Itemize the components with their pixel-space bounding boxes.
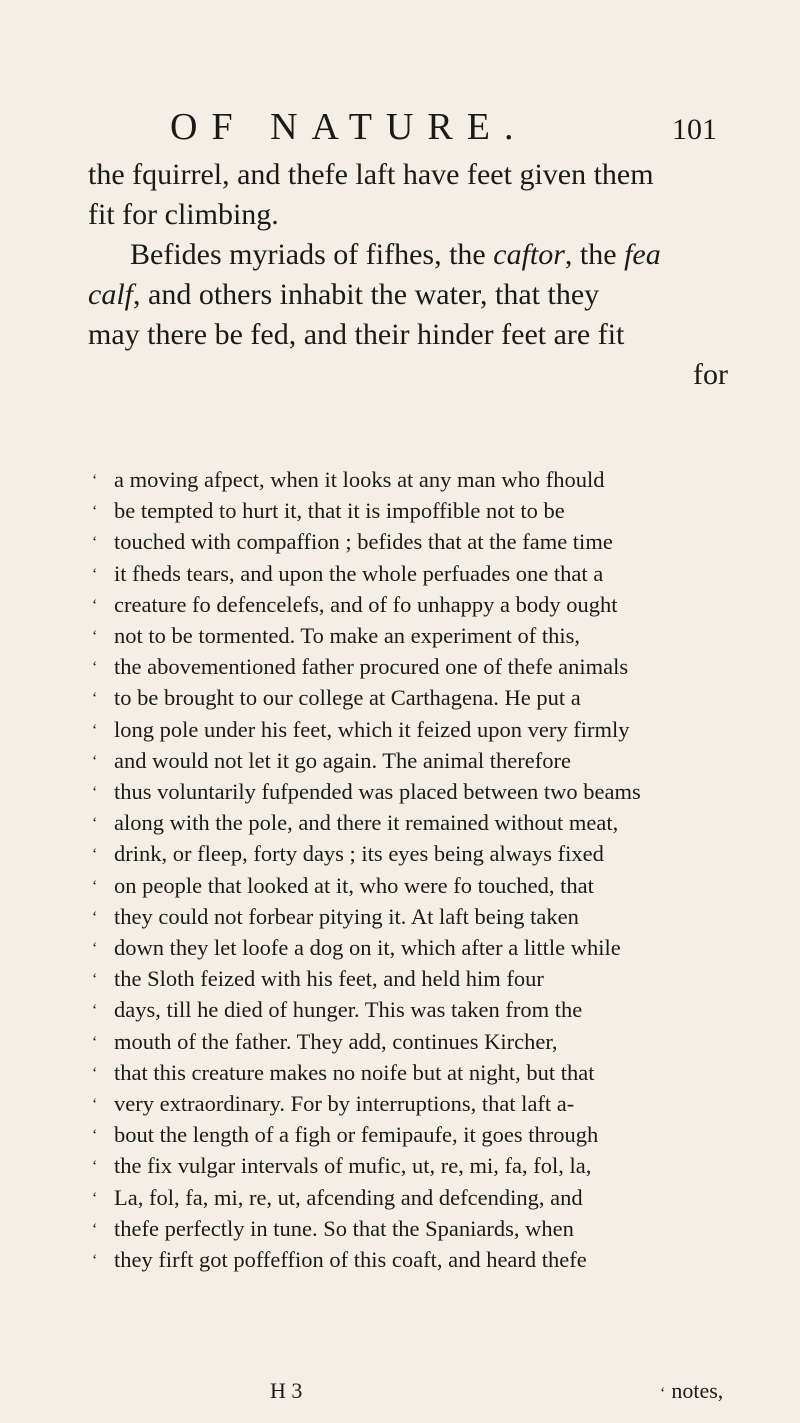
text-line: calf, and others inhabit the water, that they xyxy=(88,278,600,311)
quote-line-text: La, fol, fa, mi, re, ut, afcending and defcending, and xyxy=(114,1184,583,1210)
quote-line xyxy=(92,1027,728,1058)
text-line: the fquirrel, and thefe laft have feet given them xyxy=(88,158,654,191)
quote-line-text: the abovementioned father procured one of thefe animals xyxy=(114,654,629,680)
running-head: OF NATURE. xyxy=(170,106,528,148)
quote-line xyxy=(92,808,728,839)
quote-mark: ‘ xyxy=(92,659,98,677)
quote-line-text: days, till he died of hunger. This was taken from the xyxy=(114,997,583,1023)
quote-line xyxy=(92,527,728,558)
quote-line xyxy=(92,1214,728,1245)
quote-line xyxy=(92,715,728,746)
text-line: fit for climbing. xyxy=(88,198,279,231)
quote-line xyxy=(92,465,728,496)
quote-line-text: be tempted to hurt it, that it is impoffible not to be xyxy=(114,498,565,524)
text-line: may there be fed, and their hinder feet are fit xyxy=(88,318,625,351)
catchword: ‘ notes, xyxy=(660,1378,724,1403)
quote-mark: ‘ xyxy=(92,846,98,864)
quote-line xyxy=(92,871,728,902)
quote-mark: ‘ xyxy=(92,596,98,614)
page-footer xyxy=(0,1378,800,1410)
quote-mark: ‘ xyxy=(92,690,98,708)
quote-mark: ‘ xyxy=(92,908,98,926)
page-header xyxy=(0,105,800,155)
quote-mark: ‘ xyxy=(92,971,98,989)
quote-mark: ‘ xyxy=(92,1189,98,1207)
quote-line-text: along with the pole, and there it remained without meat, xyxy=(114,810,619,836)
main-text xyxy=(88,155,728,395)
quote-mark: ‘ xyxy=(92,1158,98,1176)
paragraph-start: Befides myriads of fifhes, the caftor, the fea xyxy=(130,238,661,271)
quote-mark: ‘ xyxy=(92,1002,98,1020)
quote-line xyxy=(92,964,728,995)
quote-mark: ‘ xyxy=(92,1127,98,1145)
quote-line xyxy=(92,621,728,652)
italic-castor: caftor xyxy=(493,238,565,271)
quote-line-text: not to be tormented. To make an experiment of this, xyxy=(114,623,581,649)
quote-line-text: down they let loofe a dog on it, which after a little while xyxy=(114,935,621,961)
quote-mark: ‘ xyxy=(92,628,98,646)
quote-mark: ‘ xyxy=(92,721,98,739)
quote-mark: ‘ xyxy=(92,877,98,895)
quote-line xyxy=(92,746,728,777)
quote-line xyxy=(92,902,728,933)
quote-line-text: it fheds tears, and upon the whole perfuades one that a xyxy=(114,560,604,586)
quote-line-text: long pole under his feet, which it feized upon very firmly xyxy=(114,716,630,742)
quote-mark: ‘ xyxy=(92,534,98,552)
quote-mark: ‘ xyxy=(92,1033,98,1051)
quote-line-text: mouth of the father. They add, continues Kircher, xyxy=(114,1028,558,1054)
quote-line xyxy=(92,652,728,683)
quote-line-text: a moving afpect, when it looks at any man who fhould xyxy=(114,467,605,492)
quote-mark: ‘ xyxy=(92,1096,98,1114)
quote-mark: ‘ xyxy=(92,472,98,489)
quote-line-text: they firft got poffeffion of this coaft, and heard thefe xyxy=(114,1247,587,1273)
quote-mark: ‘ xyxy=(92,752,98,770)
italic-calf: calf xyxy=(88,278,133,311)
quote-line xyxy=(92,683,728,714)
quote-line-text: thus voluntarily fufpended was placed between two beams xyxy=(114,779,641,805)
quote-mark: ‘ xyxy=(92,940,98,958)
quote-line xyxy=(92,1120,728,1151)
quote-line-text: the Sloth feized with his feet, and held him four xyxy=(114,966,544,992)
quote-line-text: bout the length of a figh or femipaufe, it goes through xyxy=(114,1122,599,1148)
quote-line-text: they could not forbear pitying it. At laft being taken xyxy=(114,903,579,929)
quote-line xyxy=(92,933,728,964)
italic-sea: fea xyxy=(624,238,661,271)
quote-line-text: and would not let it go again. The animal therefore xyxy=(114,747,571,773)
text-line: for xyxy=(693,358,728,391)
quote-line xyxy=(92,1058,728,1089)
quote-line xyxy=(92,1183,728,1214)
quote-line-text: the fix vulgar intervals of mufic, ut, re, mi, fa, fol, la, xyxy=(114,1153,592,1179)
quote-line xyxy=(92,590,728,621)
quote-line-text: to be brought to our college at Carthagena. He put a xyxy=(114,685,581,711)
quote-line xyxy=(92,777,728,808)
quote-line xyxy=(92,839,728,870)
quote-line-text: drink, or fleep, forty days ; its eyes being always fixed xyxy=(114,841,604,867)
quote-mark: ‘ xyxy=(92,565,98,583)
quote-line-text: on people that looked at it, who were fo touched, that xyxy=(114,872,594,898)
quote-line-text: very extraordinary. For by interruptions, that laft a- xyxy=(114,1091,575,1117)
quote-mark: ‘ xyxy=(92,1064,98,1082)
quote-mark: ‘ xyxy=(92,784,98,802)
quote-line xyxy=(92,559,728,590)
quote-line-text: that this creature makes no noife but at night, but that xyxy=(114,1059,595,1085)
quote-line xyxy=(92,1245,728,1276)
quote-line xyxy=(92,1089,728,1120)
quote-line-text: thefe perfectly in tune. So that the Spaniards, when xyxy=(114,1215,574,1241)
footnote-quote-block xyxy=(92,465,728,1276)
signature-mark: H 3 xyxy=(270,1378,303,1403)
quote-line xyxy=(92,1151,728,1182)
quote-mark: ‘ xyxy=(92,1252,98,1270)
quote-line xyxy=(92,496,728,527)
quote-line-text: touched with compaffion ; befides that at the fame time xyxy=(114,529,613,555)
quote-mark: ‘ xyxy=(92,503,98,521)
page-number: 101 xyxy=(672,113,717,146)
quote-mark: ‘ xyxy=(92,1220,98,1238)
quote-line xyxy=(92,995,728,1026)
quote-mark: ‘ xyxy=(92,815,98,833)
quote-line-text: creature fo defencelefs, and of fo unhappy a body ought xyxy=(114,591,618,617)
